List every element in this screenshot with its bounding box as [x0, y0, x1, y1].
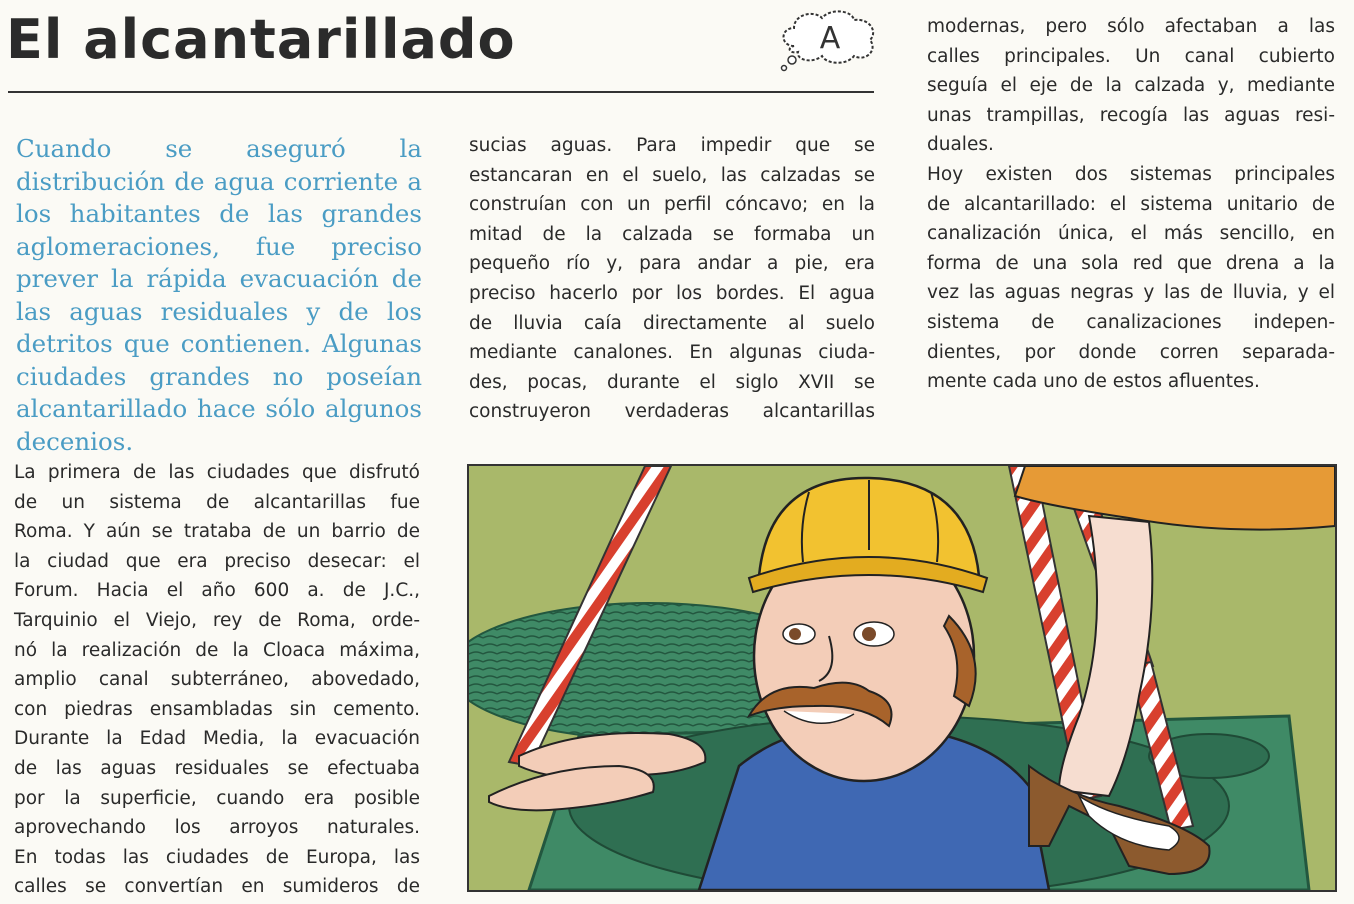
text-column-2 [469, 131, 875, 427]
text-line: de lluvia caía directamente al suelo [469, 312, 875, 334]
text-line: La primera de las ciudades que disfrutó [14, 462, 420, 483]
text-line: Forum. Hacia el año 600 a. de J.C., [14, 580, 420, 602]
text-line: duales. [927, 134, 994, 156]
text-line: de las aguas residuales se efectuaba [14, 757, 420, 779]
text-line: preciso hacerlo por los bordes. El agua [469, 282, 875, 304]
text-line: forma de una sola red que drena a la [927, 252, 1335, 274]
text-line: Tarquinio el Viejo, rey de Roma, orde- [14, 609, 420, 631]
text-line: de un sistema de alcantarillas fue [14, 491, 420, 513]
thought-bubble-badge-icon [774, 6, 882, 72]
text-line: Hoy existen dos sistemas principales [927, 163, 1335, 185]
text-line: unas trampillas, recogía las aguas resi- [927, 104, 1335, 126]
badge-letter: A [819, 21, 841, 56]
text-line: construyeron verdaderas alcantarillas [469, 401, 875, 423]
text-line: mediante canalones. En algunas ciuda- [469, 342, 875, 364]
text-line: aprovechando los arroyos naturales. [14, 817, 420, 839]
text-line: pequeño río y, para andar a pie, era [469, 253, 875, 275]
text-line: construían con un perfil cóncavo; en la [469, 194, 875, 216]
text-line: estancaran en el suelo, las calzadas se [469, 164, 875, 186]
text-line: calles se convertían en sumideros de [14, 876, 420, 898]
text-line: mitad de la calzada se formaba un [469, 223, 875, 245]
text-line: En todas las ciudades de Europa, las [14, 846, 420, 868]
text-line: modernas, pero sólo afectaban a las [927, 16, 1335, 37]
intro-paragraph: Cuando se aseguró la distribución de agua corriente a los habitantes de las grandes aglomeraciones, fue preciso prever la rápida evacuación de las aguas residuales y de los detritos que contienen. Algunas ciudades grandes no poseían alcantarillado hace sólo algunos decenios. [16, 134, 422, 456]
text-line: la ciudad que era preciso desecar: el [14, 550, 420, 572]
text-line: Durante la Edad Media, la evacuación [14, 728, 420, 750]
text-column-3 [927, 12, 1335, 397]
text-line: dientes, por donde corren separada- [927, 341, 1335, 363]
text-line: por la superficie, cuando era posible [14, 787, 420, 809]
text-line: des, pocas, durante el siglo XVII se [469, 371, 875, 393]
text-line: Roma. Y aún se trataba de un barrio de [14, 521, 420, 543]
text-line: sistema de canalizaciones indepen- [927, 311, 1335, 333]
title-rule [8, 91, 874, 93]
text-line: sucias aguas. Para impedir que se [469, 135, 875, 156]
text-line: mente cada uno de estos afluentes. [927, 371, 1260, 393]
page-title: El alcantarillado [6, 8, 516, 71]
text-line: canalización única, el más sencillo, en [927, 223, 1335, 245]
text-line: vez las aguas negras y las de lluvia, y el [927, 282, 1335, 304]
text-line: de alcantarillado: el sistema unitario de [927, 193, 1335, 215]
text-line: con piedras ensambladas sin cemento. [14, 698, 420, 720]
text-column-1 [14, 458, 420, 902]
sewer-worker-illustration [467, 464, 1337, 892]
text-line: calles principales. Un canal cubierto [927, 45, 1335, 67]
text-line: nó la realización de la Cloaca máxima, [14, 639, 420, 661]
text-line: seguía el eje de la calzada y, mediante [927, 75, 1335, 97]
text-line: amplio canal subterráneo, abovedado, [14, 669, 420, 691]
